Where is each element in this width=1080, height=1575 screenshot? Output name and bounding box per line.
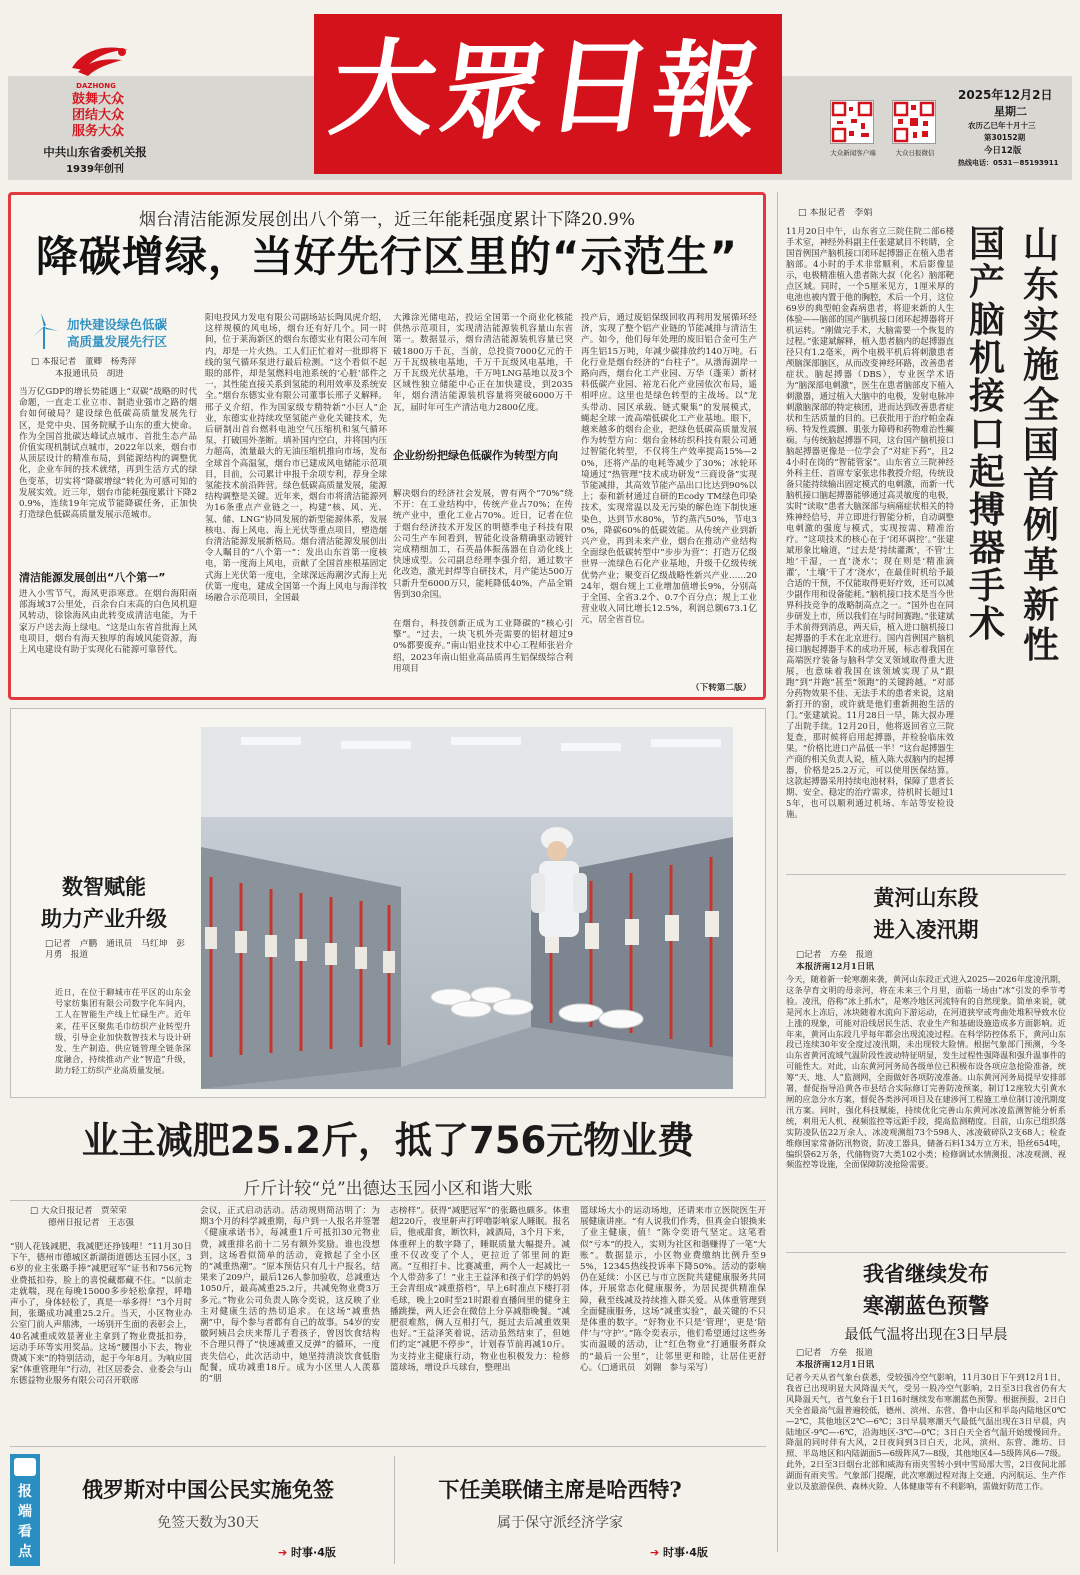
right-column-divider: [777, 192, 778, 1552]
issue-date: 2025年12月2日: [958, 88, 1053, 102]
cold-wave-body: 记者今天从省气象台获悉，受较强冷空气影响，11月30日下午到12月1日，我省已出现明显大风降温天气，受另一股冷空气影响，2日至3日我省仍有大风降温天气，省气象台于1日16时继续发布寒潮蓝色预警。根据预报，2日白天全省最高气温普遍较低，德州、滨州、东营、鲁中山区和半岛内陆地区0℃—2℃，其他地区2℃—6℃；3日早晨寒潮天气最低气温出现在3日早晨，内陆地区-9℃—-6℃，沿海地区-3℃—0℃；3日白天全省气温开始缓慢回升。降温的同时伴有大风，2日夜间到3日白天，北风，滨州、东营、潍坊、日照、半岛地区和内陆湖面5—6级阵风7—8级，其他地区4—5级阵风6—7级。此外，2日至3日烟台北部和威海有雨夹雪转小到中雪局部大雪，2日夜间北部湖面有雨夹雪。气象部门提醒，此次寒潮过程对海上交通、内河航运、生产作业以及旅游保供、森林火险、人体健康等有不利影响，需做好防范工作。: [786, 1372, 1066, 1492]
slogan-1: 鼓舞大众: [71, 92, 124, 107]
wind-turbine-icon: [27, 313, 61, 349]
teaser-russia-ref-text: 时事·4版: [291, 1546, 336, 1559]
bci-headline2-2: 产: [968, 262, 1005, 303]
cold-wave-title-1: 我省继续发布: [863, 1262, 989, 1286]
bci-headline-1: 山: [1022, 225, 1059, 266]
lead-story-frame: [8, 192, 766, 700]
bci-headline-4: 施: [1022, 345, 1059, 386]
property-column-2: 会议，正式启动活动。活动规则简洁明了：为期3个月的科学减重期，每户到一人报名并签署《健康承诺书》，每减重1斤可抵扣30元物业费，减重排名前十二另有额外奖励。谁也没想到，这场看似简单的活动，竟掀起了全小区的“减重热潮”。“原本预估只有几十户报名，结果来了209户，最后126人参加验收，总减重达1050斤，最高减重25.2斤，共减免物业费3万多元。”物业公司负责人陈令奕说，这反映了业主对健康生活的热切追求。在这场“减重热潮”中，每个参与者都有自己的故事。54岁的安徽阿姨吕会庆来帮儿子看孩子，曾因饮食结构不合理只得了“快速减重又反弹”的循环，一度丧失信心，此次活动中，她坚持清淡饮食低脂配餐，成功减重18斤。成为小区里人人羡慕的“朋: [200, 1206, 380, 1385]
bci-headline-6: 国: [1022, 425, 1059, 466]
lead-column-1a: 当万亿GDP的增长势能遇上“双碳”战略的时代命题，一直走工业立市、制造业强市之路的烟台如何破局？建设绿色低碳高质量发展先行区，是党中央、国务院赋予山东的重大使命。作为全国首批碳达峰试点城市、首批生态产品价值实现机制试点城市，2022年以来，烟台市从顶层设计的精准布局，到能源结构的调整优化，企业车间的技术就绪，再到生活方式的绿色变革，切实将“降碳增绿”转化为可感可知的发展实效。近三年，烟台市能耗强度累计下降20.9%，连续19年完成节能降碳任务，正加快打造绿色低碳高质量发展示范城市。: [19, 387, 197, 521]
teaser-russia[interactable]: [48, 1454, 388, 1566]
property-byline-1: □ 大众日报记者 贾荣荣: [30, 1206, 127, 1216]
title-char-4: 報: [645, 29, 767, 152]
yellow-river-lead-tag: 本报济南12月1日讯: [796, 962, 875, 972]
arrow-right-icon: ➔: [278, 1546, 292, 1559]
dazhong-logo: [64, 38, 134, 88]
qr-label-app: 大众新闻客户端: [830, 149, 876, 157]
photo-story-title-2: 助力产业升级: [41, 907, 167, 931]
bci-headline2-3: 脑: [968, 300, 1005, 341]
qr-label-wechat: 大众日报微信: [895, 149, 935, 157]
teaser-russia-sub: 免签天数为30天: [157, 1515, 259, 1531]
bci-headline2-5: 接: [968, 376, 1005, 417]
bci-headline2-1: 国: [968, 224, 1005, 265]
footer-side-char-4: 点: [18, 1544, 32, 1560]
teaser-russia-ref: [278, 1544, 388, 1560]
slogan-2: 团结大众: [71, 108, 124, 123]
cold-wave-lead-tag: 本报济南12月1日讯: [796, 1360, 875, 1370]
teaser-fed[interactable]: [400, 1454, 766, 1566]
bci-headline-2: 东: [1022, 265, 1059, 306]
yellow-river-byline: □记者 方垒 报道: [796, 950, 873, 960]
footer-divider: [10, 1446, 766, 1447]
lead-subhead-2: 企业纷纷把绿色低碳作为转型方向: [393, 449, 558, 462]
teaser-fed-ref: [650, 1544, 760, 1560]
lunar-date: 农历乙巳年十月十三: [968, 121, 1036, 130]
teaser-fed-ref-text: 时事·4版: [663, 1546, 708, 1559]
cold-wave-title-2: 寒潮蓝色预警: [863, 1294, 989, 1318]
cold-wave-byline: □记者 方垒 报道: [796, 1348, 873, 1358]
property-headline: 业主减肥25.2斤，抵了756元物业费: [81, 1119, 695, 1162]
bci-headline-col-left: [962, 226, 1012, 644]
yellow-river-title-2: 进入凌汛期: [873, 918, 979, 942]
lead-byline-1: □ 本报记者 董卿 杨秀萍: [31, 357, 137, 367]
qr-code-wechat: [892, 100, 936, 144]
lead-byline-2: 本报通讯员 胡进: [55, 369, 124, 379]
bci-byline: □ 本报记者 李娟: [798, 208, 873, 218]
yellow-river-title-1: 黄河山东段: [873, 886, 979, 910]
hotline: 热线电话：0531－85193911: [958, 159, 1059, 167]
bci-headline2-7: 起: [968, 452, 1005, 493]
lead-headline: 降碳增绿，当好先行区里的“示范生”: [35, 232, 739, 281]
issue-number: 第30152期: [984, 133, 1026, 142]
bci-headline2-4: 机: [968, 338, 1005, 379]
cold-wave-subtitle: 最低气温将出现在3日早晨: [844, 1327, 1008, 1343]
issue-weekday: 星期二: [994, 105, 1027, 118]
footer-mid-divider: [394, 1456, 395, 1564]
lead-column-3a: 大滩涂光储电站，投运全国第一个商业化核能供热示范项目，实现清洁能源装机容量山东省第一。数据显示，烟台清洁能源装机容量已突破1800万千瓦，当前，总投资7000亿元的千万千瓦级核电基地，千万千瓦级风电基地，千万千瓦级光伏基地，千万吨LNG基地以及3个区域性独立储能中心正在加快建设，到2035年，烟台清洁能源装机容量将突破6000万千瓦，届时年可生产清洁电力2800亿度。: [393, 313, 573, 413]
photo-story-title-1: 数智赋能: [62, 875, 146, 899]
bci-headline-3: 实: [1022, 305, 1059, 346]
lead-continued[interactable]: （下转第二版）: [691, 683, 752, 693]
bci-headline-11: 性: [1022, 625, 1059, 666]
teaser-russia-title: 俄罗斯对中国公民实施免签: [82, 1477, 334, 1502]
lead-kicker: 烟台清洁能源发展创出八个第一，近三年能耗强度累计下降20.9%: [138, 210, 635, 230]
footer-side-char-3: 看: [18, 1524, 32, 1540]
lead-column-1b: 进入小雪节气，海风更添寒意。在烟台海阳南部海域37公里处，百余台白末高的白色风机迎风转动，徐徐海风由此转变成清洁电能，为千家万户送去海上绿电。“这是山东省首批海上风电项目，烟台有海天独厚的海域风能资源，海上风电建设有助于实现化石能源可靠替代。: [19, 589, 197, 656]
photo-story-text: 近日，在位于聊城市茌平区的山东金号家纺集团有限公司数字化车间内，工人在智能生产线上忙碌生产。近年来，茌平区聚焦毛巾纺织产业转型升级，引导企业加快数智技术与设计研发、生产制造、供应链管理全链条深度融合，持续推动产业“智造”升级，助力轻工纺织产业高质量发展。: [55, 987, 191, 1076]
lead-column-3c: 在烟台，科技创新正成为工业降碳的“核心引擎”。“过去，一块飞机外壳需要的铝材超过90%都要废弃。”南山铝业技术中心工程师张岩介绍，2023年南山铝业高品质再生铝保级综合利用项目: [393, 619, 573, 674]
bci-headline2-11: 术: [968, 604, 1005, 645]
bci-headline2-6: 口: [968, 414, 1005, 455]
bci-headline-9: 革: [1022, 545, 1059, 586]
footer-side-label: [10, 1454, 40, 1566]
teaser-fed-title: 下任美联储主席是哈西特?: [438, 1477, 682, 1502]
lead-column-3b: 解决烟台的经济社会发展，曾有两个“70%”绕不开：在工业结构中，传统产业占70%；在传统产业中，重化工业占70%。近日，记者在位于烟台经济技术开发区的明德季电子科技有限公司生产车间看到，智能化设备精确驱动镀针完成精细加工，石英晶体振荡器在自动化线上快速成型。公司副总经理李强介绍，通过数字化改造，激光封焊等自研技术，月产能达500万只新升至6000万只，能耗降低40%，产品全销售到30余国。: [393, 489, 573, 600]
bci-headline2-9: 器: [968, 528, 1005, 569]
right-divider-2: [786, 1252, 1066, 1253]
title-block: [314, 14, 782, 174]
qr-code-app: [830, 100, 874, 144]
masthead: [8, 8, 1072, 180]
factory-photo: [201, 727, 733, 1089]
property-divider: [10, 1200, 766, 1201]
teaser-fed-sub: 属于保守派经济学家: [497, 1515, 623, 1531]
footer-side-char-2: 端: [18, 1504, 32, 1520]
bci-headline-8: 例: [1022, 505, 1059, 546]
property-column-4: 篮球场大小的运动场地，还请来市立医院医生开展健康讲座。“有人说我们作秀，但真金白银换来了业主健康，值！”陈令奕语气坚定。这笔看似“亏本”的投入，实则为社区和谐赚得了一笔“大账”。数据显示，小区物业费缴纳比例升至95%，12345热线投诉率下降50%。活动的影响仍在延续：小区已与市立医院共建健康服务共同体，开展常态化健康服务，为居民提供精准保障，截至线减及持续推入群关爱。从体重管理到全面健康服务，这场“减重实验”，最关键的不只是体重的数字。“好物业不只是‘管理’，更是‘陪伴’与‘守护’。”陈令奕表示，他们希望通过这些务实而温暖的活动，让“红色物业”打通服务群众的“最后一公里”，让邻里更和睦，让居住更舒心。（□通讯员 刘翱 参与采写）: [580, 1206, 766, 1373]
arrow-right-icon: ➔: [650, 1546, 664, 1559]
bci-headline2-10: 手: [968, 566, 1005, 607]
badge-line-1: 加快建设绿色低碳: [67, 317, 168, 332]
property-subhead: 斤斤计较“兑”出德达玉园小区和谐大账: [243, 1179, 533, 1199]
lead-column-2: 阳电投风力发电有限公司副场站长陶凤虎介绍，这样规模的风电场，烟台还有好几个。同一时间，位于莱海新区的烟台东德实业有限公司车间内，却是一片火热。工人们正忙着对一批即将下线的氢气循环泵进行最后检测。“这个看似不起眼的部件，却是氢燃料电池系统的‘心脏’部件之一，其性能直接关系到氢能的利用效率及系统安全。”烟台东德实业有限公司董事长邢子义解释。邢子义介绍，作为国家级专精特新“小巨人”企业，东德实业持续攻坚氢能产业化关键技术，先后研制出首台燃料电池空气压缩机和氢气循环泵，打破国外垄断。填补国内空白，并将国内压力超高，流量最大的无油压缩机推向市场，发布全球首个高温氢，烟台市已建成风电储能示范项目，目前，公司累计申报千余项专利，荐身全球氢能技术前沿阵营。绿色低碳高质量发展，能源结构调整是关键。近年来，烟台市将清洁能源列为16条重点产业链之一，构建“核、风、光、氢、储、LNG”协同发展的新型能源体系，发展核电、海上风电、海上光伏等重点项目，塑造烟台清洁能源发展新格局。烟台清洁能源发展创出令人瞩目的“八个第一”：发出山东首第一度核电，第一度海上风电，贡献了全国首座根基固定式海上光伏第一度电，全球深远海潮汐式海上光伏第一度电，建成全国第一个海上风电与海洋牧场融合示范项目，全国最: [205, 313, 387, 604]
logo-text: DAZHONG: [76, 82, 116, 90]
footer-side-char-1: 报: [18, 1484, 32, 1500]
bci-headline-7: 首: [1022, 465, 1059, 506]
footer-logo-mark: [14, 1458, 36, 1476]
badge-line-2: 高质量发展先行区: [67, 334, 168, 349]
bci-headline-10: 新: [1022, 585, 1059, 626]
right-divider-1: [786, 874, 1066, 875]
yellow-river-body: 今天，随着新一轮寒潮来袭，黄河山东段正式进入2025—2026年度凌汛期，这条孕育文明的母亲河，将在未来三个月里，面临一场由“冰”引发的季节考验。凌汛，俗称“冰上抓水”，是寒冷地区河流特有的自然现象。简单来说，就是河水上冻后，冰块随着水流向下游运动，在河道狭窄或弯曲处堆积导致水位上涨的现象，可能对沿线居民生活、农业生产和基础设施造成多方面影响。近年来，黄河山东段几乎每年都会出现流凌过程。在科学防控体系下，黄河山东段已连续30年安全度过凌汛期，未出现较大险情。根据气象部门预测，今冬山东省黄河流域气温阶段性波动特征明显，发生过程性强降温和强升温事件的可能性大。对此，山东黄河河务局各级单位已积极布设各项应急抢险准备，统筹“天、地、人”监测网，全面做好各项防凌准备。山东黄河河务局提早安排部署，督促指导沿黄各市县结合实际修订完善防凌预案，制订12座较大引黄水闸的应急分水方案，督促各类涉河项目及在建涉河工程施工单位制订凌汛期度汛方案。同时，强化科技赋能，持续优化完善山东黄河冰凌监测智能分析系统，利用无人机、视频监控等远距手段，提高监测精度。目前，山东已组织落实防凌队伍22万余人、冰凌观测组73个598人、冰凌破碎队2支68人；检查维修国家常备防汛物资，防凌工器具，储备石料134万立方米，铅丝654吨，编织袋62万条，代储物资7大类102小类；检修调试水情测报、冰凌观测、视频监控等设施，全面保障防凌抢险需要。: [786, 974, 1066, 1170]
photo-story: [10, 708, 766, 1098]
bci-headline-col-right: [1016, 226, 1066, 666]
lead-column-4: 投产后，通过废铝保级回收再利用发展循环经济，实现了整个铝产业链的节能减排与清洁生产。如今，他们每年处理的废旧铝合金可生产再生铝15万吨，年减少碳排放约140万吨。石化行业是烟台经济的“台柱子”。从渤海湖岸一路向西，烟台化工产业园、万华（蓬莱）新材料低碳产业园、裕龙石化产业园依次布局，遥相呼应。这里也是绿色转型的主战场。以“龙头带动、园区承载、链式聚集”的发展模式，蝇起全球一流高端低碳化工产业基地。眼下，越来越多的烟台企业，把绿色低碳高质量发展作为转型方向：烟台金林纺织科技有限公司通过智能化转型，不仅将生产效率提高15%—20%，还将产品的电耗等减少了30%；冰轮环境通过“热管理”技术成功研发“三商设备”实现节能减排，其高效节能产品出口比达到90%以上；泰和新材通过自研的Ecody TM绿色印染技术，实现常温以及无污染的解色连下制快速染色，达到节水80%，节约蒸汽50%，节电30%，降碳60%的低碳效能。从传统产业到新兴产业，再到未来产业，烟台在推动产业结构全面绿色低碳转型中“步步为营”：打造万亿级世界一流绿色石化产业基地，升级千亿级传统优势产业；聚变百亿级战略性新兴产业……2024年，烟台规上工业增加值增长9%，分别高于全国、全省3.2个、0.7个百分点；规上工业营业收入同比增长12.5%，利润总额673.1亿元，居全省首位。: [581, 313, 757, 626]
bci-headline-5: 全: [1022, 385, 1059, 426]
property-column-1: “别人花钱减肥，我减肥还挣钱哩！”11月30日下午，德州市德城区新湖街道德达玉园小区，36岁的业主张璐手捧“减肥冠军”证书和756元物业费抵扣券，脸上的喜悦藏都藏不住。“以前走走就喘，现在每晚15000多步轻松拿捏，呼噜声小了，身体轻松了，真是一举多得！”3个月时间，张璐成功减重25.2斤。当天，小区物业办公室门前人声鼎沸，一场别开生面的表彰会上，40名减重成效显著业主拿到了物业费抵扣券，运动手环等实用奖品。这场“腰围小下去，物业费减下来”的特别活动，起于今年8月。为响应国家“体重管理年”行动，社区居委会、业委会与山东德益物业服务有限公司召开联席: [10, 1242, 192, 1387]
slogan-3: 服务大众: [71, 124, 124, 139]
green-development-badge: [27, 313, 203, 351]
property-byline-2: 德州日报记者 王志强: [48, 1218, 134, 1228]
bci-body: 11月20日中午，山东省立三院住院二部6楼手术室，神经外科副主任张建斌目不转睛，全国首例国产脑机接口闭环起搏器正在植入患者脑部。4小时的手术非常顺利，术后影像显示，电极精准植入患者陈大叔（化名）脑部靶点区域。同时，一个5厘米见方，1厘米厚的电池也被内置于他的胸腔，术后一个月，这位69岁的典型帕金森病患者，将迎来新的人生体验——脑部的国产脑机接口闭环起搏器将开机运转。“刚做完手术，大脑需要一个恢复的过程。”张建斌解释，植入患者脑内的起搏器直径只有1.2毫米，两个电极平机后将刺激患者颅脑深部脑区，从而改变神经环路，改善患者症状。脑起搏器（DBS），专业医学术语为“脑深部电刺激”，医生在患者脑部皮下植入刺激器，通过植入大脑中的电极，发射电脉冲刺激脑深部的特定核团，进而达到改善患者症状和生活质量的目的。已获批用于治疗帕金森病、特发性震颤、肌张力障碍和药物难治性癫痫。与传统脑起搏器不同，这台国产脑机接口脑起搏器更像是一位学会了“对症下药”，且24小时在岗的“智能管家”。山东省立三院神经外科主任、首席专家张忠伟教授介绍，传统设备只能持续输出固定模式的电刺激，而新一代脑机接口脑起搏器能够通过高灵敏度的电极，实时“读取”患者大脑深部与病痛症状相关的特殊神经信号，并立即进行智能分析，自动调整电刺激的强度与模式，实现按需、精准治疗。“这项技术的核心在于‘闭环调控’。”张建斌形象比喻道，“过去是‘持续灌溉’，不管‘土地’干湿，一直‘浇水’；现在则是‘精准滴灌’，‘土壤’干了才‘浇水’，在最佳时机给予最合适的干预，不仅能取得更好疗效，还可以减少副作用和设备能耗。”脑机接口技术是当今世界科技竞争的战略制高点之一。“国外也在同步研发上市，所以我们在与时间赛跑。”张建斌手术前得到消息，两天后，植入进口脑机接口起搏器的手术在北京进行。国内首例国产脑机接口脑起搏器手术的成功开展，标志着我国在高端医疗装备与脑科学交叉领域取得重大进展，也意味着我国在该领域实现了从“跟跑”到“并跑”甚至“领跑”的关键跨越。“对部分药物效果不佳、无法手术的患者来说，这扇新打开的窗，或许就是他们重新拥抱生活的门。”张建斌说。11月28日一早，陈大叔办理了出院手续。12月20日，他将返回省立三院复查，那时候将启用起搏器，并检验临床效果。“价格比进口产品低一半！”这台起搏器生产商的相关负责人说，植入陈大叔脑内的起搏器，价格是25.2万元，可以使用医保结算。这款起搏器采用持续电池材料，保障了患者长期、安全、稳定的治疗需求，待机时长超过15年，也可以顺利通过机场、车站等安检设施。: [786, 226, 954, 819]
title-char-1: 大: [323, 27, 445, 150]
founded: 1939年创刊: [66, 164, 124, 175]
slogans: [63, 92, 133, 140]
page-count: 今日12版: [984, 146, 1022, 156]
title-char-2: 眾: [433, 31, 555, 154]
photo-story-byline: □记者 卢鹏 通讯员 马红坤 彭月勇 报道: [45, 939, 185, 961]
publisher: 中共山东省委机关报: [43, 145, 147, 159]
lead-subhead-1: 清洁能源发展创出“八个第一”: [19, 571, 166, 584]
title-char-3: 日: [539, 25, 661, 148]
bci-headline2-8: 搏: [968, 490, 1005, 531]
property-column-3: 志榜样”。获得“减肥冠军”的张璐也颇多。体重超220斤，夜里鼾声打呼噜影响家人睡眠。报名后，他戒甜食，断饮料，减酒局，3个月下来，体重秤上的数字降了，睡眠质量大幅提升。减重不仅改变了个人，更拉近了邻里间的距离。“互相打卡、比赛减重，两个人一起减比一个人带劲多了！”业主王益泽和孩子们学的妈妈王会青组成“减重搭档”，早上6时准点下楼打羽毛球，晚上20时至21时跟着直播间里的健身主播跳操，两人还会在微信上分享减脂晚餐。“减肥很难熬，俩人互相打气，挺过去后减重效果也好。”王益泽笑着说，活动虽然结束了，但她们约定“减肥不停步”，计划春节前再减10斤。为支持业主健康行动，物业也积极发力：检修篮球场，增设乒乓球台，整理出: [390, 1206, 570, 1373]
